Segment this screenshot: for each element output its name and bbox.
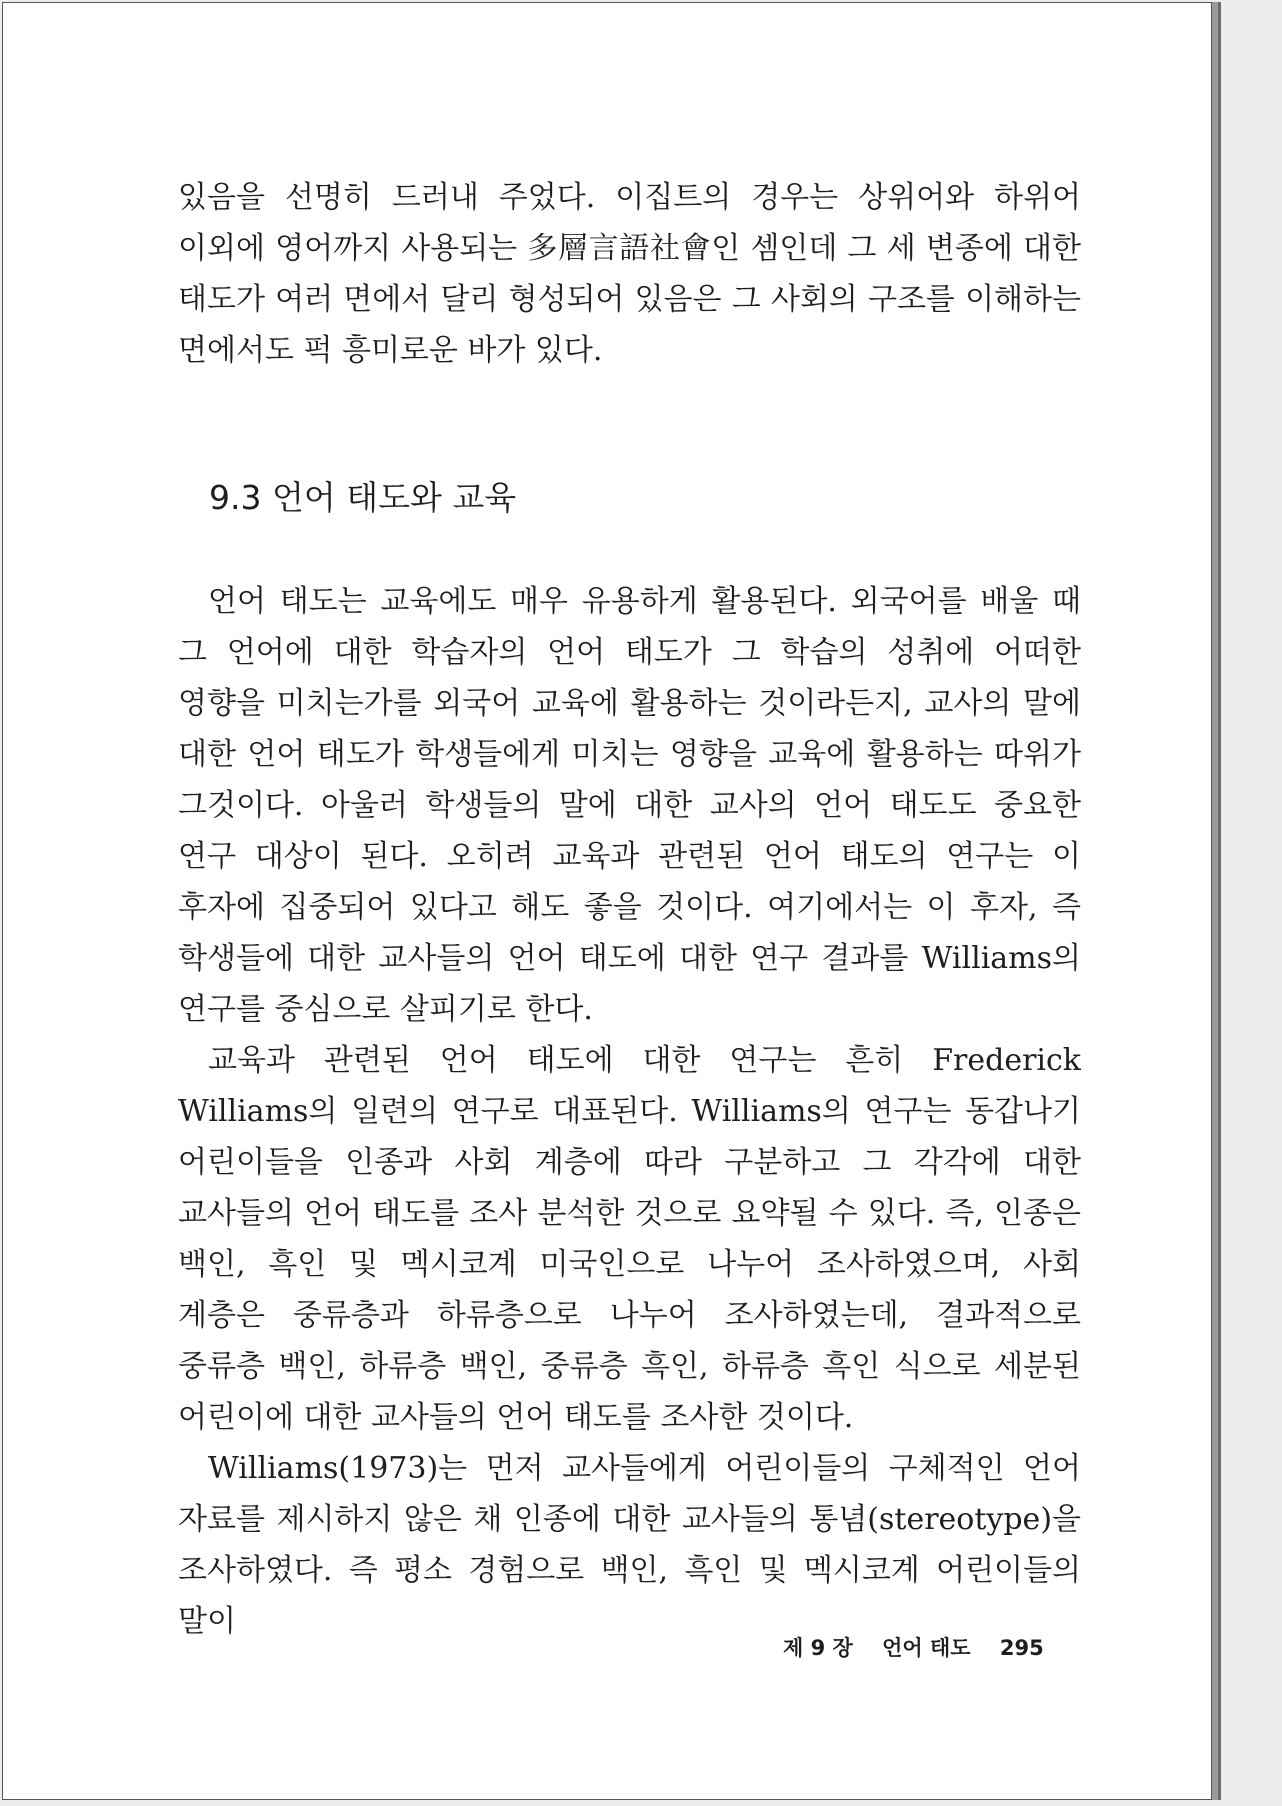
section-body — [178, 576, 1081, 1647]
paragraph: 언어 태도는 교육에도 매우 유용하게 활용된다. 외국어를 배울 때 그 언어에 대한 학습자의 언어 태도가 그 학습의 성취에 어떠한 영향을 미치는가를 외국어 교육에 활용하는 것이라든지, 교사의 말에 대한 언어 태도가 학생들에게 미치는 영향을 교육에 활용하는 따위가 그것이다. 아울러 학생들의 말에 대한 교사의 언어 태도도 중요한 연구 대상이 된다. 오히려 교육과 관련된 언어 태도의 연구는 이 후자에 집중되어 있다고 해도 좋을 것이다. 여기에서는 이 후자, 즉 학생들에 대한 교사들의 언어 태도에 대한 연구 결과를 Williams의 연구를 중심으로 살피기로 한다. — [178, 584, 1081, 1027]
book-page — [2, 2, 1212, 1800]
page-number: 295 — [999, 1636, 1044, 1660]
section-heading: 9.3 언어 태도와 교육 — [209, 478, 517, 517]
page-footer — [783, 1633, 1044, 1663]
chapter-number: 제 9 장 — [783, 1636, 853, 1660]
paragraph: Williams(1973)는 먼저 교사들에게 어린이들의 구체적인 언어 자료를 제시하지 않은 채 인종에 대한 교사들의 통념(stereotype)을 조사하였다. 즉 평소 경험으로 백인, 흑인 및 멕시코계 어린이들의 말이 — [178, 1451, 1081, 1639]
paragraph: 교육과 관련된 언어 태도에 대한 연구는 흔히 Frederick Williams의 일련의 연구로 대표된다. Williams의 연구는 동갑나기 어린이들을 인종과 사회 계층에 따라 구분하고 그 각각에 대한 교사들의 언어 태도를 조사 분석한 것으로 요약될 수 있다. 즉, 인종은 백인, 흑인 및 멕시코계 미국인으로 나누어 조사하였으며, 사회 계층은 중류층과 하류층으로 나누어 조사하였는데, 결과적으로 중류층 백인, 하류층 백인, 중류층 흑인, 하류층 흑인 식으로 세분된 어린이에 대한 교사들의 언어 태도를 조사한 것이다. — [178, 1043, 1081, 1435]
paragraph-continued: 있음을 선명히 드러내 주었다. 이집트의 경우는 상위어와 하위어 이외에 영어까지 사용되는 多層言語社會인 셈인데 그 세 변종에 대한 태도가 여러 면에서 달리 형성되어 있음은 그 사회의 구조를 이해하는 면에서도 퍽 흥미로운 바가 있다. — [178, 180, 1081, 368]
chapter-title: 언어 태도 — [882, 1636, 971, 1660]
